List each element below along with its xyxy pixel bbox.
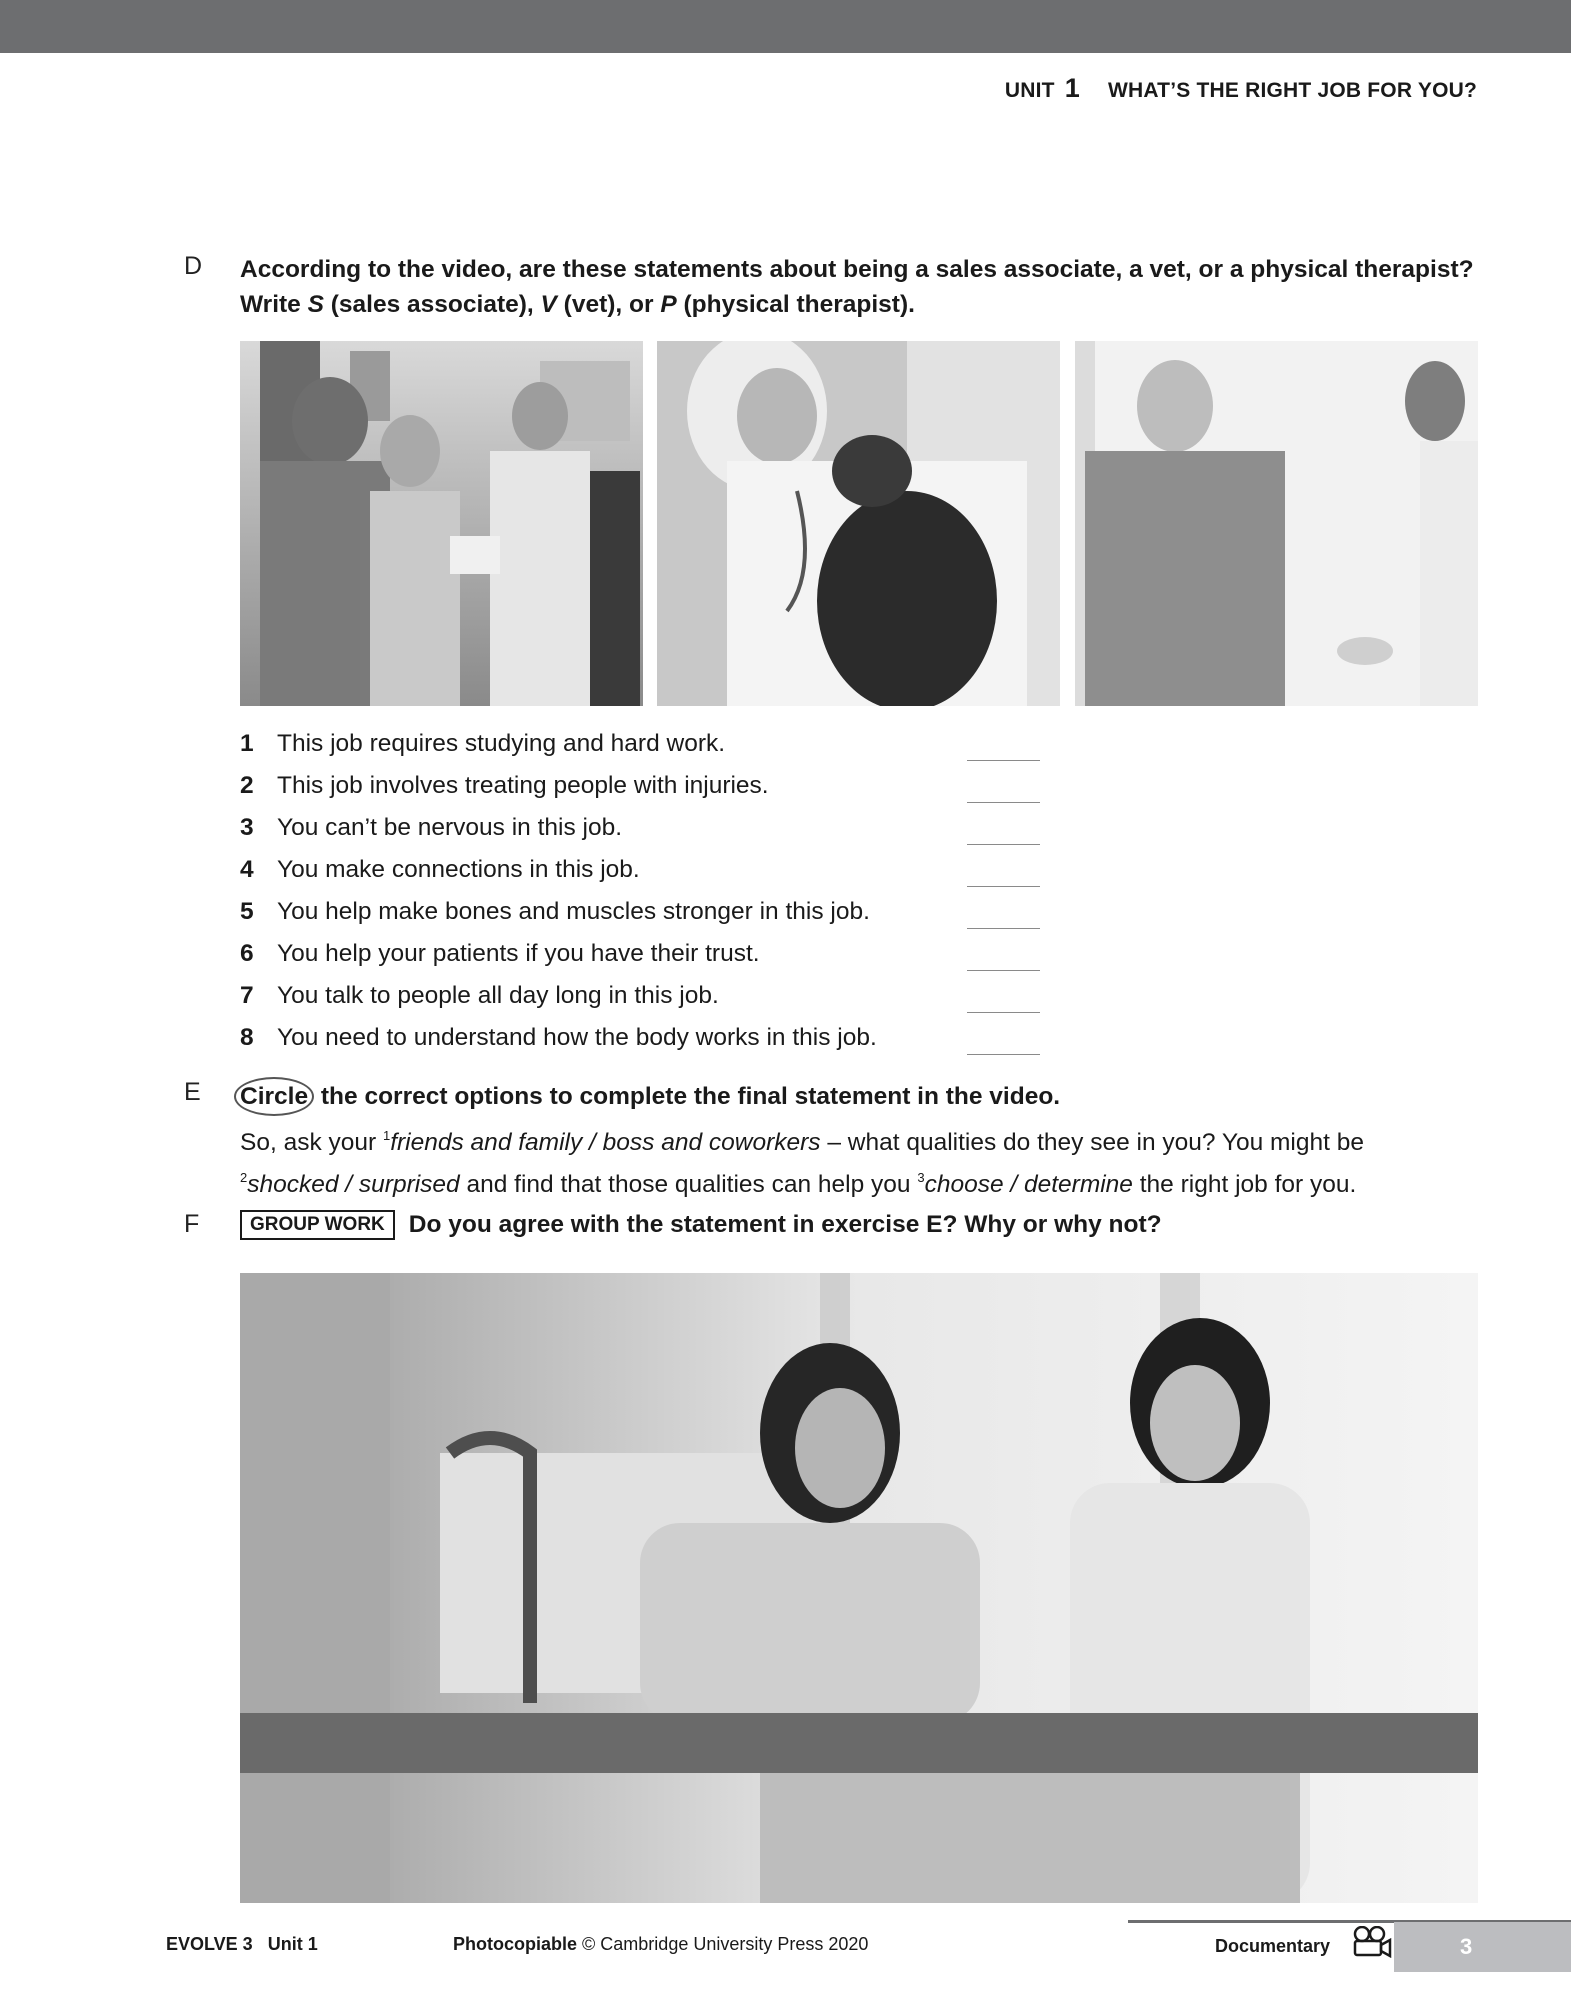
list-item (240, 852, 1060, 894)
exercise-e-letter: E (184, 1078, 201, 1106)
page-number: 3 (1460, 1934, 1473, 1959)
answer-blank[interactable] (967, 928, 1040, 929)
exercise-d-instruction (240, 252, 1480, 322)
item-number: 5 (240, 898, 254, 925)
exercise-e-passage (240, 1118, 1480, 1202)
section-label: Documentary (1215, 1936, 1331, 1956)
item-number: 1 (240, 730, 254, 757)
vet-photo (657, 341, 1060, 706)
sales-associate-photo (240, 341, 643, 706)
unit-title: WHAT’S THE RIGHT JOB FOR YOU? (1107, 79, 1477, 102)
list-item (240, 1020, 1060, 1062)
circle-word: Circle (234, 1077, 314, 1116)
unit-number: 1 (1064, 73, 1080, 103)
top-bar (0, 0, 1571, 53)
v-text: (vet), or (556, 291, 661, 318)
kitchen-conversation-photo (240, 1273, 1478, 1903)
list-item (240, 978, 1060, 1020)
exercise-e-instruction (240, 1077, 1480, 1116)
item-text: You help your patients if you have their trust. (277, 940, 760, 967)
p-text: (physical therapist). (676, 291, 915, 318)
item-number: 7 (240, 982, 254, 1009)
v-letter: V (540, 291, 557, 318)
item-text: This job involves treating people with injuries. (277, 772, 769, 799)
exercise-f-instruction-text: Do you agree with the statement in exercise E? Why or why not? (408, 1211, 1162, 1238)
p-letter: P (660, 291, 677, 318)
passage-line-2 (240, 1160, 1480, 1202)
exercise-f-instruction (240, 1207, 1480, 1242)
passage-text: – what qualities do they see in you? You might be (820, 1129, 1364, 1156)
footer-unit: Unit 1 (267, 1934, 318, 1954)
exercise-f-letter: F (184, 1210, 200, 1238)
item-text: You make connections in this job. (277, 856, 640, 883)
exercise-d-line-1: According to the video, are these statements about being a sales associate, a vet, or a physical therapist? (240, 256, 1474, 283)
answer-blank[interactable] (967, 970, 1040, 971)
series-name: EVOLVE 3 (166, 1934, 253, 1954)
list-item (240, 936, 1060, 978)
answer-blank[interactable] (967, 1054, 1040, 1055)
option-number-3: 3 (917, 1170, 925, 1185)
option-group-2[interactable]: shocked / surprised (247, 1171, 460, 1198)
physical-therapist-photo (1075, 341, 1478, 706)
s-text: (sales associate), (323, 291, 541, 318)
exercise-e-instruction-text: the correct options to complete the final statement in the video. (314, 1083, 1061, 1110)
item-number: 6 (240, 940, 254, 967)
item-text: You talk to people all day long in this job. (277, 982, 719, 1009)
exercise-d-line-2 (240, 287, 1480, 322)
item-number: 2 (240, 772, 254, 799)
item-text: You need to understand how the body works in this job. (277, 1024, 877, 1051)
option-number-2: 2 (240, 1170, 248, 1185)
answer-blank[interactable] (967, 760, 1040, 761)
passage-text: and find that those qualities can help you (459, 1171, 918, 1198)
statement-list (240, 726, 1060, 1062)
passage-text: So, ask your (240, 1129, 383, 1156)
group-work-badge: GROUP WORK (240, 1210, 395, 1240)
video-camera-icon (1352, 1926, 1392, 1958)
answer-blank[interactable] (967, 802, 1040, 803)
list-item (240, 810, 1060, 852)
answer-blank[interactable] (967, 886, 1040, 887)
option-group-1[interactable]: friends and family / boss and coworkers (390, 1129, 821, 1156)
footer-copyright (453, 1934, 868, 1955)
page-number-box (1394, 1922, 1571, 1972)
item-text: You help make bones and muscles stronger in this job. (277, 898, 870, 925)
answer-blank[interactable] (967, 844, 1040, 845)
item-text: This job requires studying and hard work. (277, 730, 726, 757)
unit-label: UNIT (1004, 79, 1055, 102)
s-letter: S (307, 291, 324, 318)
running-head (1005, 73, 1477, 104)
item-number: 4 (240, 856, 254, 883)
item-text: You can’t be nervous in this job. (277, 814, 623, 841)
option-number-1: 1 (382, 1128, 391, 1143)
write-word: Write (240, 291, 308, 318)
list-item (240, 726, 1060, 768)
list-item (240, 894, 1060, 936)
list-item (240, 768, 1060, 810)
photocopiable-label: Photocopiable (453, 1934, 578, 1954)
answer-blank[interactable] (967, 1012, 1040, 1013)
copyright-text: © Cambridge University Press 2020 (582, 1934, 869, 1954)
item-number: 8 (240, 1024, 254, 1051)
option-group-3[interactable]: choose / determine (924, 1171, 1133, 1198)
passage-text: the right job for you. (1132, 1171, 1357, 1198)
exercise-d-letter: D (184, 252, 203, 280)
item-number: 3 (240, 814, 254, 841)
footer-series (166, 1934, 318, 1955)
passage-line-1 (240, 1118, 1480, 1160)
